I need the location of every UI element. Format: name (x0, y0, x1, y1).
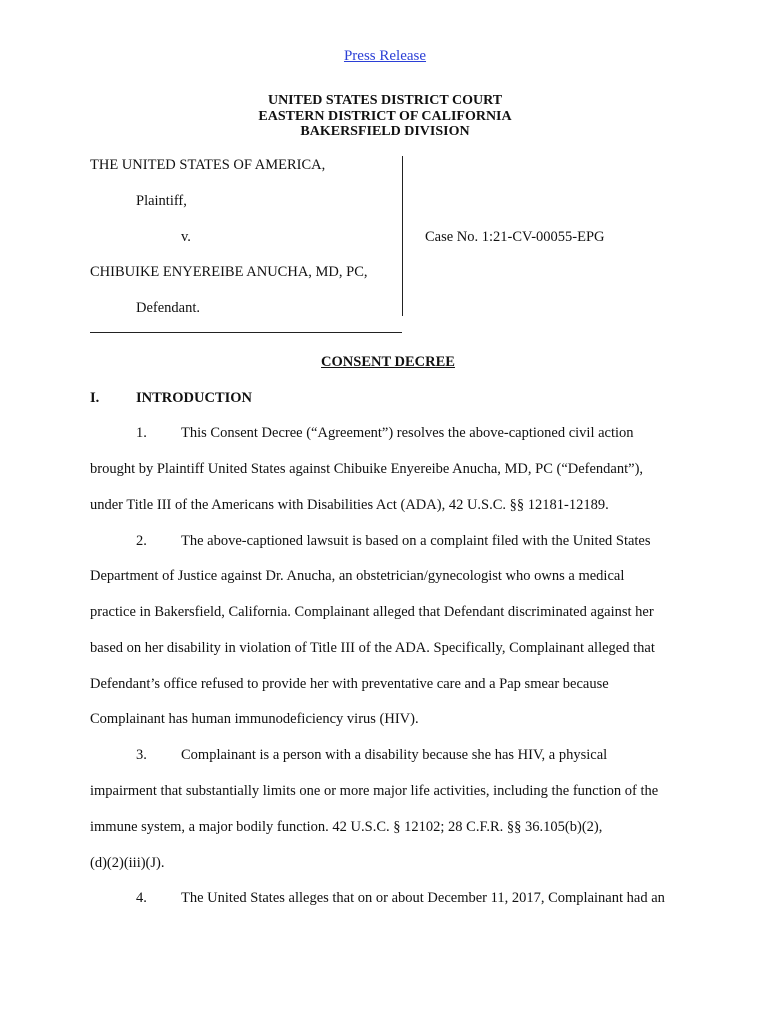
defendant-name: CHIBUIKE ENYEREIBE ANUCHA, MD, PC, (90, 264, 368, 280)
caption-horizontal-divider (90, 332, 402, 333)
paragraph-line: based on her disability in violation of Title III of the ADA. Specifically, Complainant alleged that (90, 640, 655, 656)
paragraph-number: 1. (136, 425, 147, 441)
paragraph-line: The United States alleges that on or about December 11, 2017, Complainant had an (181, 890, 665, 906)
paragraph-line: This Consent Decree (“Agreement”) resolves the above-captioned civil action (181, 425, 634, 441)
case-number: Case No. 1:21-CV-00055-EPG (425, 229, 605, 245)
paragraph-number: 2. (136, 533, 147, 549)
paragraph-number: 4. (136, 890, 147, 906)
press-release-link[interactable]: Press Release (343, 48, 427, 64)
plaintiff-name: THE UNITED STATES OF AMERICA, (90, 157, 326, 173)
court-division: BAKERSFIELD DIVISION (300, 124, 470, 139)
paragraph-line: Defendant’s office refused to provide her with preventative care and a Pap smear because (90, 676, 609, 692)
paragraph-line: Department of Justice against Dr. Anucha, an obstetrician/gynecologist who owns a medical (90, 568, 625, 584)
document-title: CONSENT DECREE (321, 354, 455, 370)
caption-vertical-divider (402, 156, 403, 316)
paragraph-line: (d)(2)(iii)(J). (90, 855, 165, 871)
paragraph-line: brought by Plaintiff United States against Chibuike Enyereibe Anucha, MD, PC (“Defendant”), (90, 461, 644, 477)
plaintiff-role: Plaintiff, (136, 193, 187, 209)
court-name: UNITED STATES DISTRICT COURT (267, 93, 503, 108)
paragraph-line: impairment that substantially limits one or more major life activities, including the function of the (90, 783, 659, 799)
paragraph-number: 3. (136, 747, 147, 763)
paragraph-line: Complainant has human immunodeficiency virus (HIV). (90, 711, 419, 727)
section-number: I. (90, 390, 100, 406)
paragraph-line: under Title III of the Americans with Disabilities Act (ADA), 42 U.S.C. §§ 12181-12189. (90, 497, 609, 513)
defendant-role: Defendant. (136, 300, 201, 316)
court-district: EASTERN DISTRICT OF CALIFORNIA (258, 108, 512, 124)
court-header (0, 93, 770, 140)
section-title: INTRODUCTION (136, 390, 253, 406)
paragraph-line: Complainant is a person with a disability because she has HIV, a physical (181, 747, 608, 763)
paragraph-line: The above-captioned lawsuit is based on a complaint filed with the United States (181, 533, 651, 549)
paragraph-line: practice in Bakersfield, California. Complainant alleged that Defendant discriminated against her (90, 604, 654, 620)
paragraph-line: immune system, a major bodily function. 42 U.S.C. § 12102; 28 C.F.R. §§ 36.105(b)(2), (90, 819, 603, 835)
versus: v. (181, 229, 191, 245)
